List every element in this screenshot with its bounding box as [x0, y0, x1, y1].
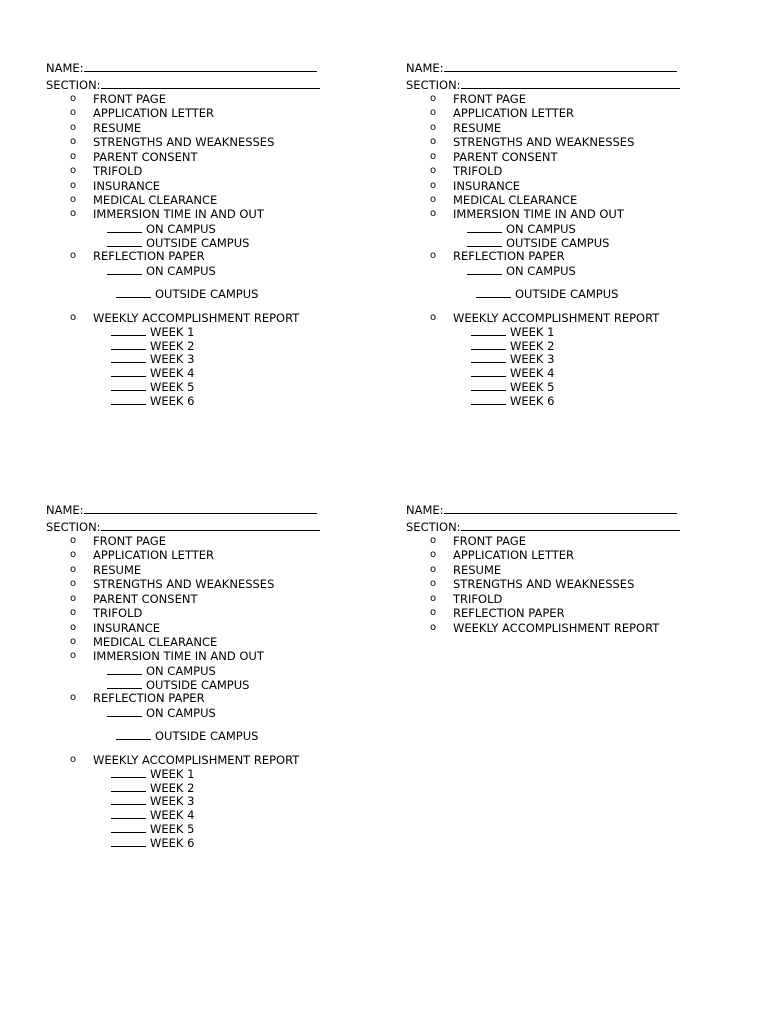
sub-label: OUTSIDE CAMPUS — [155, 287, 259, 301]
blank-line[interactable] — [111, 339, 146, 350]
bullet-icon: o — [430, 312, 437, 323]
name-label: NAME: — [406, 61, 444, 75]
immersion-on-campus — [107, 664, 216, 678]
name-field[interactable] — [406, 61, 677, 75]
blank-line[interactable] — [111, 767, 146, 778]
bullet-icon: o — [70, 607, 77, 618]
item-label: WEEKLY ACCOMPLISHMENT REPORT — [453, 311, 660, 325]
item-label: APPLICATION LETTER — [453, 106, 575, 120]
blank-line[interactable] — [467, 264, 502, 275]
week-label: WEEK 4 — [150, 366, 195, 380]
blank-line[interactable] — [116, 729, 151, 740]
bullet-icon: o — [70, 180, 77, 191]
bullet-icon: o — [70, 564, 77, 575]
bullet-icon: o — [430, 136, 437, 147]
bullet-icon: o — [430, 593, 437, 604]
sub-label: OUTSIDE CAMPUS — [155, 729, 259, 743]
item-label: IMMERSION TIME IN AND OUT — [453, 207, 624, 221]
item-label: WEEKLY ACCOMPLISHMENT REPORT — [93, 753, 300, 767]
blank-line[interactable] — [111, 366, 146, 377]
item-label: WEEKLY ACCOMPLISHMENT REPORT — [93, 311, 300, 325]
bullet-icon: o — [70, 122, 77, 133]
item-label: INSURANCE — [453, 179, 521, 193]
week-label: WEEK 6 — [510, 394, 555, 408]
blank-line[interactable] — [467, 236, 502, 247]
blank-line[interactable] — [111, 380, 146, 391]
reflection-outside-campus — [116, 729, 258, 743]
item-label: APPLICATION LETTER — [93, 548, 215, 562]
week-label: WEEK 2 — [510, 339, 555, 353]
blank-line[interactable] — [111, 394, 146, 405]
week-label: WEEK 3 — [150, 794, 195, 808]
bullet-icon: o — [430, 93, 437, 104]
week-label: WEEK 1 — [150, 767, 195, 781]
week-2 — [111, 339, 194, 353]
name-blank-line[interactable] — [84, 503, 317, 514]
reflection-outside-campus — [476, 287, 618, 301]
checklist-form-3 — [46, 503, 346, 853]
item-label: REFLECTION PAPER — [93, 249, 205, 263]
item-label: TRIFOLD — [453, 592, 503, 606]
week-label: WEEK 1 — [510, 325, 555, 339]
section-field[interactable] — [406, 78, 680, 92]
bullet-icon: o — [430, 578, 437, 589]
sub-label: ON CAMPUS — [146, 222, 216, 236]
bullet-icon: o — [70, 754, 77, 765]
item-label: FRONT PAGE — [453, 92, 526, 106]
section-field[interactable] — [406, 520, 680, 534]
immersion-outside-campus — [107, 236, 249, 250]
bullet-icon: o — [70, 194, 77, 205]
bullet-icon: o — [430, 180, 437, 191]
item-label: FRONT PAGE — [93, 92, 166, 106]
blank-line[interactable] — [111, 325, 146, 336]
week-label: WEEK 4 — [510, 366, 555, 380]
blank-line[interactable] — [111, 352, 146, 363]
week-label: WEEK 5 — [150, 822, 195, 836]
week-1 — [471, 325, 554, 339]
section-label: SECTION: — [46, 78, 101, 92]
blank-line[interactable] — [107, 222, 142, 233]
item-label: PARENT CONSENT — [453, 150, 558, 164]
item-label: IMMERSION TIME IN AND OUT — [93, 207, 264, 221]
blank-line[interactable] — [471, 394, 506, 405]
bullet-icon: o — [70, 535, 77, 546]
week-2 — [471, 339, 554, 353]
week-label: WEEK 5 — [150, 380, 195, 394]
item-label: MEDICAL CLEARANCE — [93, 193, 218, 207]
item-label: REFLECTION PAPER — [453, 249, 565, 263]
week-label: WEEK 2 — [150, 339, 195, 353]
item-label: INSURANCE — [93, 621, 161, 635]
bullet-icon: o — [430, 107, 437, 118]
item-label: IMMERSION TIME IN AND OUT — [93, 649, 264, 663]
immersion-on-campus — [107, 222, 216, 236]
item-label: REFLECTION PAPER — [93, 691, 205, 705]
bullet-icon: o — [70, 93, 77, 104]
bullet-icon: o — [70, 636, 77, 647]
item-label: RESUME — [93, 563, 142, 577]
week-label: WEEK 6 — [150, 394, 195, 408]
name-blank-line[interactable] — [444, 61, 677, 72]
week-5 — [471, 380, 554, 394]
bullet-icon: o — [70, 593, 77, 604]
section-blank-line[interactable] — [461, 78, 680, 89]
name-blank-line[interactable] — [444, 503, 677, 514]
week-label: WEEK 3 — [510, 352, 555, 366]
week-3 — [111, 794, 194, 808]
bullet-icon: o — [70, 650, 77, 661]
item-label: RESUME — [453, 121, 502, 135]
item-label: FRONT PAGE — [453, 534, 526, 548]
section-blank-line[interactable] — [461, 520, 680, 531]
sub-label: ON CAMPUS — [506, 264, 576, 278]
blank-line[interactable] — [111, 822, 146, 833]
section-field[interactable] — [46, 78, 320, 92]
week-label: WEEK 3 — [150, 352, 195, 366]
week-2 — [111, 781, 194, 795]
item-label: TRIFOLD — [93, 606, 143, 620]
name-label: NAME: — [46, 503, 84, 517]
item-label: APPLICATION LETTER — [453, 548, 575, 562]
blank-line[interactable] — [107, 678, 142, 689]
week-label: WEEK 1 — [150, 325, 195, 339]
bullet-icon: o — [430, 122, 437, 133]
week-label: WEEK 5 — [510, 380, 555, 394]
week-1 — [111, 767, 194, 781]
blank-line[interactable] — [111, 794, 146, 805]
item-label: FRONT PAGE — [93, 534, 166, 548]
item-label: STRENGTHS AND WEAKNESSES — [453, 135, 635, 149]
checklist-form-2 — [406, 61, 706, 411]
reflection-on-campus — [467, 264, 576, 278]
bullet-icon: o — [70, 250, 77, 261]
week-1 — [111, 325, 194, 339]
bullet-icon: o — [430, 250, 437, 261]
bullet-icon: o — [430, 549, 437, 560]
bullet-icon: o — [70, 549, 77, 560]
item-label: PARENT CONSENT — [93, 592, 198, 606]
immersion-outside-campus — [467, 236, 609, 250]
bullet-icon: o — [70, 165, 77, 176]
section-field[interactable] — [46, 520, 320, 534]
bullet-icon: o — [430, 607, 437, 618]
blank-line[interactable] — [471, 339, 506, 350]
blank-line[interactable] — [471, 366, 506, 377]
week-6 — [111, 836, 194, 850]
name-field[interactable] — [46, 503, 317, 517]
sub-label: OUTSIDE CAMPUS — [146, 678, 250, 692]
bullet-icon: o — [430, 151, 437, 162]
blank-line[interactable] — [476, 287, 511, 298]
week-4 — [111, 808, 194, 822]
section-label: SECTION: — [406, 78, 461, 92]
bullet-icon: o — [70, 312, 77, 323]
checklist-form-1 — [46, 61, 346, 411]
week-3 — [111, 352, 194, 366]
blank-line[interactable] — [107, 706, 142, 717]
bullet-icon: o — [70, 578, 77, 589]
week-5 — [111, 380, 194, 394]
bullet-icon: o — [70, 622, 77, 633]
blank-line[interactable] — [111, 836, 146, 847]
week-label: WEEK 2 — [150, 781, 195, 795]
blank-line[interactable] — [111, 808, 146, 819]
item-label: MEDICAL CLEARANCE — [453, 193, 578, 207]
section-blank-line[interactable] — [101, 78, 320, 89]
bullet-icon: o — [430, 194, 437, 205]
item-label: REFLECTION PAPER — [453, 606, 565, 620]
immersion-outside-campus — [107, 678, 249, 692]
name-label: NAME: — [406, 503, 444, 517]
bullet-icon: o — [70, 151, 77, 162]
item-label: MEDICAL CLEARANCE — [93, 635, 218, 649]
sub-label: ON CAMPUS — [146, 264, 216, 278]
sub-label: OUTSIDE CAMPUS — [515, 287, 619, 301]
reflection-on-campus — [107, 264, 216, 278]
blank-line[interactable] — [111, 781, 146, 792]
item-label: RESUME — [93, 121, 142, 135]
week-label: WEEK 6 — [150, 836, 195, 850]
week-3 — [471, 352, 554, 366]
name-field[interactable] — [46, 61, 317, 75]
bullet-icon: o — [70, 136, 77, 147]
bullet-icon: o — [70, 692, 77, 703]
section-blank-line[interactable] — [101, 520, 320, 531]
sub-label: OUTSIDE CAMPUS — [506, 236, 610, 250]
item-label: RESUME — [453, 563, 502, 577]
blank-line[interactable] — [116, 287, 151, 298]
name-field[interactable] — [406, 503, 677, 517]
sub-label: ON CAMPUS — [146, 664, 216, 678]
sub-label: OUTSIDE CAMPUS — [146, 236, 250, 250]
week-6 — [111, 394, 194, 408]
item-label: APPLICATION LETTER — [93, 106, 215, 120]
item-label: TRIFOLD — [453, 164, 503, 178]
sub-label: ON CAMPUS — [506, 222, 576, 236]
checklist-form-4 — [406, 503, 706, 643]
week-4 — [471, 366, 554, 380]
section-label: SECTION: — [406, 520, 461, 534]
item-label: STRENGTHS AND WEAKNESSES — [93, 135, 275, 149]
bullet-icon: o — [70, 208, 77, 219]
week-4 — [111, 366, 194, 380]
sub-label: ON CAMPUS — [146, 706, 216, 720]
week-5 — [111, 822, 194, 836]
blank-line[interactable] — [471, 352, 506, 363]
blank-line[interactable] — [467, 222, 502, 233]
week-6 — [471, 394, 554, 408]
bullet-icon: o — [430, 208, 437, 219]
item-label: STRENGTHS AND WEAKNESSES — [93, 577, 275, 591]
immersion-on-campus — [467, 222, 576, 236]
item-label: STRENGTHS AND WEAKNESSES — [453, 577, 635, 591]
bullet-icon: o — [430, 535, 437, 546]
item-label: PARENT CONSENT — [93, 150, 198, 164]
name-label: NAME: — [46, 61, 84, 75]
blank-line[interactable] — [471, 380, 506, 391]
bullet-icon: o — [430, 564, 437, 575]
week-label: WEEK 4 — [150, 808, 195, 822]
reflection-on-campus — [107, 706, 216, 720]
blank-line[interactable] — [471, 325, 506, 336]
reflection-outside-campus — [116, 287, 258, 301]
bullet-icon: o — [430, 622, 437, 633]
name-blank-line[interactable] — [84, 61, 317, 72]
item-label: INSURANCE — [93, 179, 161, 193]
item-label: TRIFOLD — [93, 164, 143, 178]
blank-line[interactable] — [107, 664, 142, 675]
bullet-icon: o — [70, 107, 77, 118]
item-label: WEEKLY ACCOMPLISHMENT REPORT — [453, 621, 660, 635]
blank-line[interactable] — [107, 264, 142, 275]
section-label: SECTION: — [46, 520, 101, 534]
blank-line[interactable] — [107, 236, 142, 247]
bullet-icon: o — [430, 165, 437, 176]
